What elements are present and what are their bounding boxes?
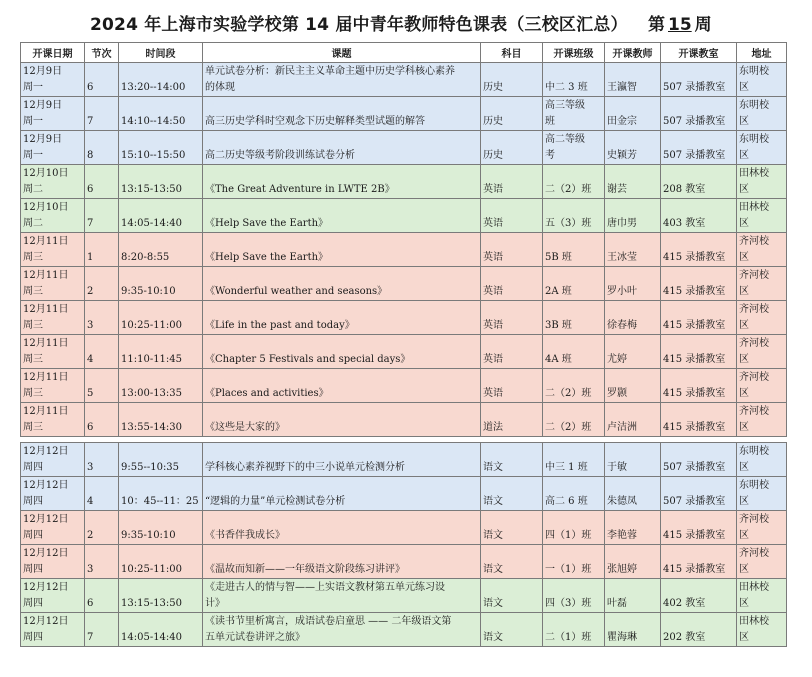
col-header-subject: 科目	[481, 43, 543, 63]
time-cell: 14:05-14:40	[119, 613, 203, 647]
table-row	[21, 443, 787, 477]
subject-cell: 语文	[481, 545, 543, 579]
topic-cell: 单元试卷分析：新民主主义革命主题中历史学科核心素养 的体现	[203, 63, 481, 97]
time-cell: 9:35-10:10	[119, 267, 203, 301]
teacher-cell: 朱德凤	[605, 477, 661, 511]
table-row	[21, 477, 787, 511]
teacher-cell: 唐巾男	[605, 199, 661, 233]
period-cell: 7	[85, 613, 119, 647]
class-cell: 高二 6 班	[543, 477, 605, 511]
room-cell: 507 录播教室	[661, 477, 737, 511]
teacher-cell: 田金宗	[605, 97, 661, 131]
site-cell: 齐河校 区	[737, 511, 787, 545]
teacher-cell: 卢洁洲	[605, 403, 661, 437]
subject-cell: 历史	[481, 63, 543, 97]
site-cell: 东明校 区	[737, 443, 787, 477]
time-cell: 8:20-8:55	[119, 233, 203, 267]
room-cell: 415 录播教室	[661, 267, 737, 301]
room-cell: 403 教室	[661, 199, 737, 233]
site-cell: 齐河校 区	[737, 335, 787, 369]
period-cell: 6	[85, 63, 119, 97]
topic-cell: 《Chapter 5 Festivals and special days》	[203, 335, 481, 369]
table-row	[21, 267, 787, 301]
table-row	[21, 199, 787, 233]
class-cell: 中二 3 班	[543, 63, 605, 97]
teacher-cell: 王瀛智	[605, 63, 661, 97]
date-cell: 12月11日 周三	[21, 369, 85, 403]
teacher-cell: 罗小叶	[605, 267, 661, 301]
period-cell: 4	[85, 335, 119, 369]
time-cell: 14:10--14:50	[119, 97, 203, 131]
site-cell: 齐河校 区	[737, 301, 787, 335]
class-cell: 二（1）班	[543, 613, 605, 647]
subject-cell: 语文	[481, 511, 543, 545]
col-header-time: 时间段	[119, 43, 203, 63]
period-cell: 3	[85, 301, 119, 335]
time-cell: 10:25-11:00	[119, 301, 203, 335]
class-cell: 二（2）班	[543, 369, 605, 403]
period-cell: 6	[85, 165, 119, 199]
site-cell: 齐河校 区	[737, 369, 787, 403]
time-cell: 13:20--14:00	[119, 63, 203, 97]
site-cell: 齐河校 区	[737, 267, 787, 301]
topic-cell: 《这些是大家的》	[203, 403, 481, 437]
room-cell: 507 录播教室	[661, 97, 737, 131]
table-row	[21, 233, 787, 267]
room-cell: 202 教室	[661, 613, 737, 647]
period-cell: 7	[85, 97, 119, 131]
date-cell: 12月11日 周三	[21, 335, 85, 369]
time-cell: 13:00-13:35	[119, 369, 203, 403]
table-row	[21, 545, 787, 579]
table-row	[21, 131, 787, 165]
teacher-cell: 谢芸	[605, 165, 661, 199]
room-cell: 415 录播教室	[661, 301, 737, 335]
teacher-cell: 徐春梅	[605, 301, 661, 335]
teacher-cell: 叶磊	[605, 579, 661, 613]
topic-cell: 《The Great Adventure in LWTE 2B》	[203, 165, 481, 199]
period-cell: 3	[85, 443, 119, 477]
subject-cell: 语文	[481, 477, 543, 511]
time-cell: 9:55--10:35	[119, 443, 203, 477]
page-title: 2024 年上海市实验学校第 14 届中青年教师特色课表（三校区汇总）	[90, 15, 628, 35]
subject-cell: 语文	[481, 613, 543, 647]
class-cell: 3B 班	[543, 301, 605, 335]
week-number: 15	[668, 15, 692, 35]
date-cell: 12月11日 周三	[21, 403, 85, 437]
class-cell: 5B 班	[543, 233, 605, 267]
topic-cell: 《Wonderful weather and seasons》	[203, 267, 481, 301]
class-cell: 高二等级 考	[543, 131, 605, 165]
topic-cell: 《书香伴我成长》	[203, 511, 481, 545]
period-cell: 3	[85, 545, 119, 579]
week-label: 第 15 周	[648, 15, 712, 35]
table-row	[21, 369, 787, 403]
table-row	[21, 63, 787, 97]
teacher-cell: 罗颢	[605, 369, 661, 403]
room-cell: 507 录播教室	[661, 443, 737, 477]
header-row	[21, 43, 787, 63]
subject-cell: 英语	[481, 369, 543, 403]
site-cell: 东明校 区	[737, 63, 787, 97]
topic-cell: 《读书节里析寓言，成语试卷启童思 —— 二年级语文第 五单元试卷讲评之旅》	[203, 613, 481, 647]
room-cell: 415 录播教室	[661, 233, 737, 267]
topic-cell: 高二历史等级考阶段训练试卷分析	[203, 131, 481, 165]
period-cell: 2	[85, 511, 119, 545]
subject-cell: 英语	[481, 199, 543, 233]
period-cell: 7	[85, 199, 119, 233]
table-row	[21, 613, 787, 647]
class-cell: 五（3）班	[543, 199, 605, 233]
topic-cell: 《走进古人的情与智——上实语文教材第五单元练习设 计》	[203, 579, 481, 613]
room-cell: 415 录播教室	[661, 511, 737, 545]
time-cell: 13:15-13:50	[119, 165, 203, 199]
page-header	[0, 6, 812, 36]
date-cell: 12月10日 周二	[21, 165, 85, 199]
period-cell: 6	[85, 403, 119, 437]
period-cell: 4	[85, 477, 119, 511]
col-header-room: 开课教室	[661, 43, 737, 63]
table-row	[21, 335, 787, 369]
class-cell: 四（1）班	[543, 511, 605, 545]
topic-cell: 学科核心素养视野下的中三小说单元检测分析	[203, 443, 481, 477]
room-cell: 507 录播教室	[661, 63, 737, 97]
room-cell: 208 教室	[661, 165, 737, 199]
teacher-cell: 瞿海琳	[605, 613, 661, 647]
subject-cell: 英语	[481, 233, 543, 267]
topic-cell: 《Places and activities》	[203, 369, 481, 403]
table-row	[21, 579, 787, 613]
date-cell: 12月11日 周三	[21, 233, 85, 267]
room-cell: 415 录播教室	[661, 335, 737, 369]
class-cell: 高三等级 班	[543, 97, 605, 131]
schedule-body-lower	[21, 443, 787, 647]
teacher-cell: 王冰莹	[605, 233, 661, 267]
topic-cell: 《Help Save the Earth》	[203, 233, 481, 267]
site-cell: 田林校 区	[737, 579, 787, 613]
date-cell: 12月11日 周三	[21, 267, 85, 301]
date-cell: 12月9日 周一	[21, 131, 85, 165]
class-cell: 四（3）班	[543, 579, 605, 613]
teacher-cell: 李艳蓉	[605, 511, 661, 545]
col-header-teacher: 开课教师	[605, 43, 661, 63]
room-cell: 415 录播教室	[661, 369, 737, 403]
date-cell: 12月12日 周四	[21, 613, 85, 647]
room-cell: 415 录播教室	[661, 403, 737, 437]
col-header-site: 地址	[737, 43, 787, 63]
site-cell: 齐河校 区	[737, 403, 787, 437]
teacher-cell: 尤婷	[605, 335, 661, 369]
subject-cell: 英语	[481, 165, 543, 199]
class-cell: 2A 班	[543, 267, 605, 301]
date-cell: 12月12日 周四	[21, 511, 85, 545]
col-header-period: 节次	[85, 43, 119, 63]
table-row	[21, 511, 787, 545]
schedule-body-upper	[21, 63, 787, 437]
subject-cell: 历史	[481, 97, 543, 131]
site-cell: 田林校 区	[737, 165, 787, 199]
subject-cell: 历史	[481, 131, 543, 165]
date-cell: 12月12日 周四	[21, 579, 85, 613]
date-cell: 12月9日 周一	[21, 63, 85, 97]
site-cell: 东明校 区	[737, 97, 787, 131]
topic-cell: 《Life in the past and today》	[203, 301, 481, 335]
col-header-date: 开课日期	[21, 43, 85, 63]
period-cell: 2	[85, 267, 119, 301]
time-cell: 15:10--15:50	[119, 131, 203, 165]
room-cell: 402 教室	[661, 579, 737, 613]
site-cell: 东明校 区	[737, 131, 787, 165]
table-row	[21, 301, 787, 335]
col-header-class: 开课班级	[543, 43, 605, 63]
period-cell: 8	[85, 131, 119, 165]
date-cell: 12月12日 周四	[21, 545, 85, 579]
subject-cell: 英语	[481, 267, 543, 301]
date-cell: 12月9日 周一	[21, 97, 85, 131]
date-cell: 12月12日 周四	[21, 443, 85, 477]
class-cell: 二（2）班	[543, 165, 605, 199]
room-cell: 415 录播教室	[661, 545, 737, 579]
subject-cell: 语文	[481, 579, 543, 613]
class-cell: 4A 班	[543, 335, 605, 369]
time-cell: 9:35-10:10	[119, 511, 203, 545]
class-cell: 一（1）班	[543, 545, 605, 579]
teacher-cell: 张旭婷	[605, 545, 661, 579]
time-cell: 13:15-13:50	[119, 579, 203, 613]
site-cell: 田林校 区	[737, 199, 787, 233]
topic-cell: 高三历史学科时空观念下历史解释类型试题的解答	[203, 97, 481, 131]
subject-cell: 英语	[481, 335, 543, 369]
subject-cell: 英语	[481, 301, 543, 335]
period-cell: 1	[85, 233, 119, 267]
col-header-topic: 课题	[203, 43, 481, 63]
topic-cell: 《温故而知新——一年级语文阶段练习讲评》	[203, 545, 481, 579]
schedule-table-upper	[20, 42, 787, 437]
table-row	[21, 403, 787, 437]
teacher-cell: 于敏	[605, 443, 661, 477]
schedule-table-lower	[20, 442, 787, 647]
subject-cell: 语文	[481, 443, 543, 477]
table-row	[21, 97, 787, 131]
room-cell: 507 录播教室	[661, 131, 737, 165]
date-cell: 12月12日 周四	[21, 477, 85, 511]
time-cell: 10:25-11:00	[119, 545, 203, 579]
class-cell: 中三 1 班	[543, 443, 605, 477]
teacher-cell: 史颖芳	[605, 131, 661, 165]
topic-cell: “逻辑的力量”单元检测试卷分析	[203, 477, 481, 511]
site-cell: 东明校 区	[737, 477, 787, 511]
time-cell: 11:10-11:45	[119, 335, 203, 369]
topic-cell: 《Help Save the Earth》	[203, 199, 481, 233]
date-cell: 12月10日 周二	[21, 199, 85, 233]
site-cell: 齐河校 区	[737, 545, 787, 579]
table-row	[21, 165, 787, 199]
subject-cell: 道法	[481, 403, 543, 437]
period-cell: 6	[85, 579, 119, 613]
site-cell: 田林校 区	[737, 613, 787, 647]
site-cell: 齐河校 区	[737, 233, 787, 267]
time-cell: 13:55-14:30	[119, 403, 203, 437]
period-cell: 5	[85, 369, 119, 403]
time-cell: 14:05-14:40	[119, 199, 203, 233]
date-cell: 12月11日 周三	[21, 301, 85, 335]
time-cell: 10：45--11：25	[119, 477, 203, 511]
class-cell: 二（2）班	[543, 403, 605, 437]
